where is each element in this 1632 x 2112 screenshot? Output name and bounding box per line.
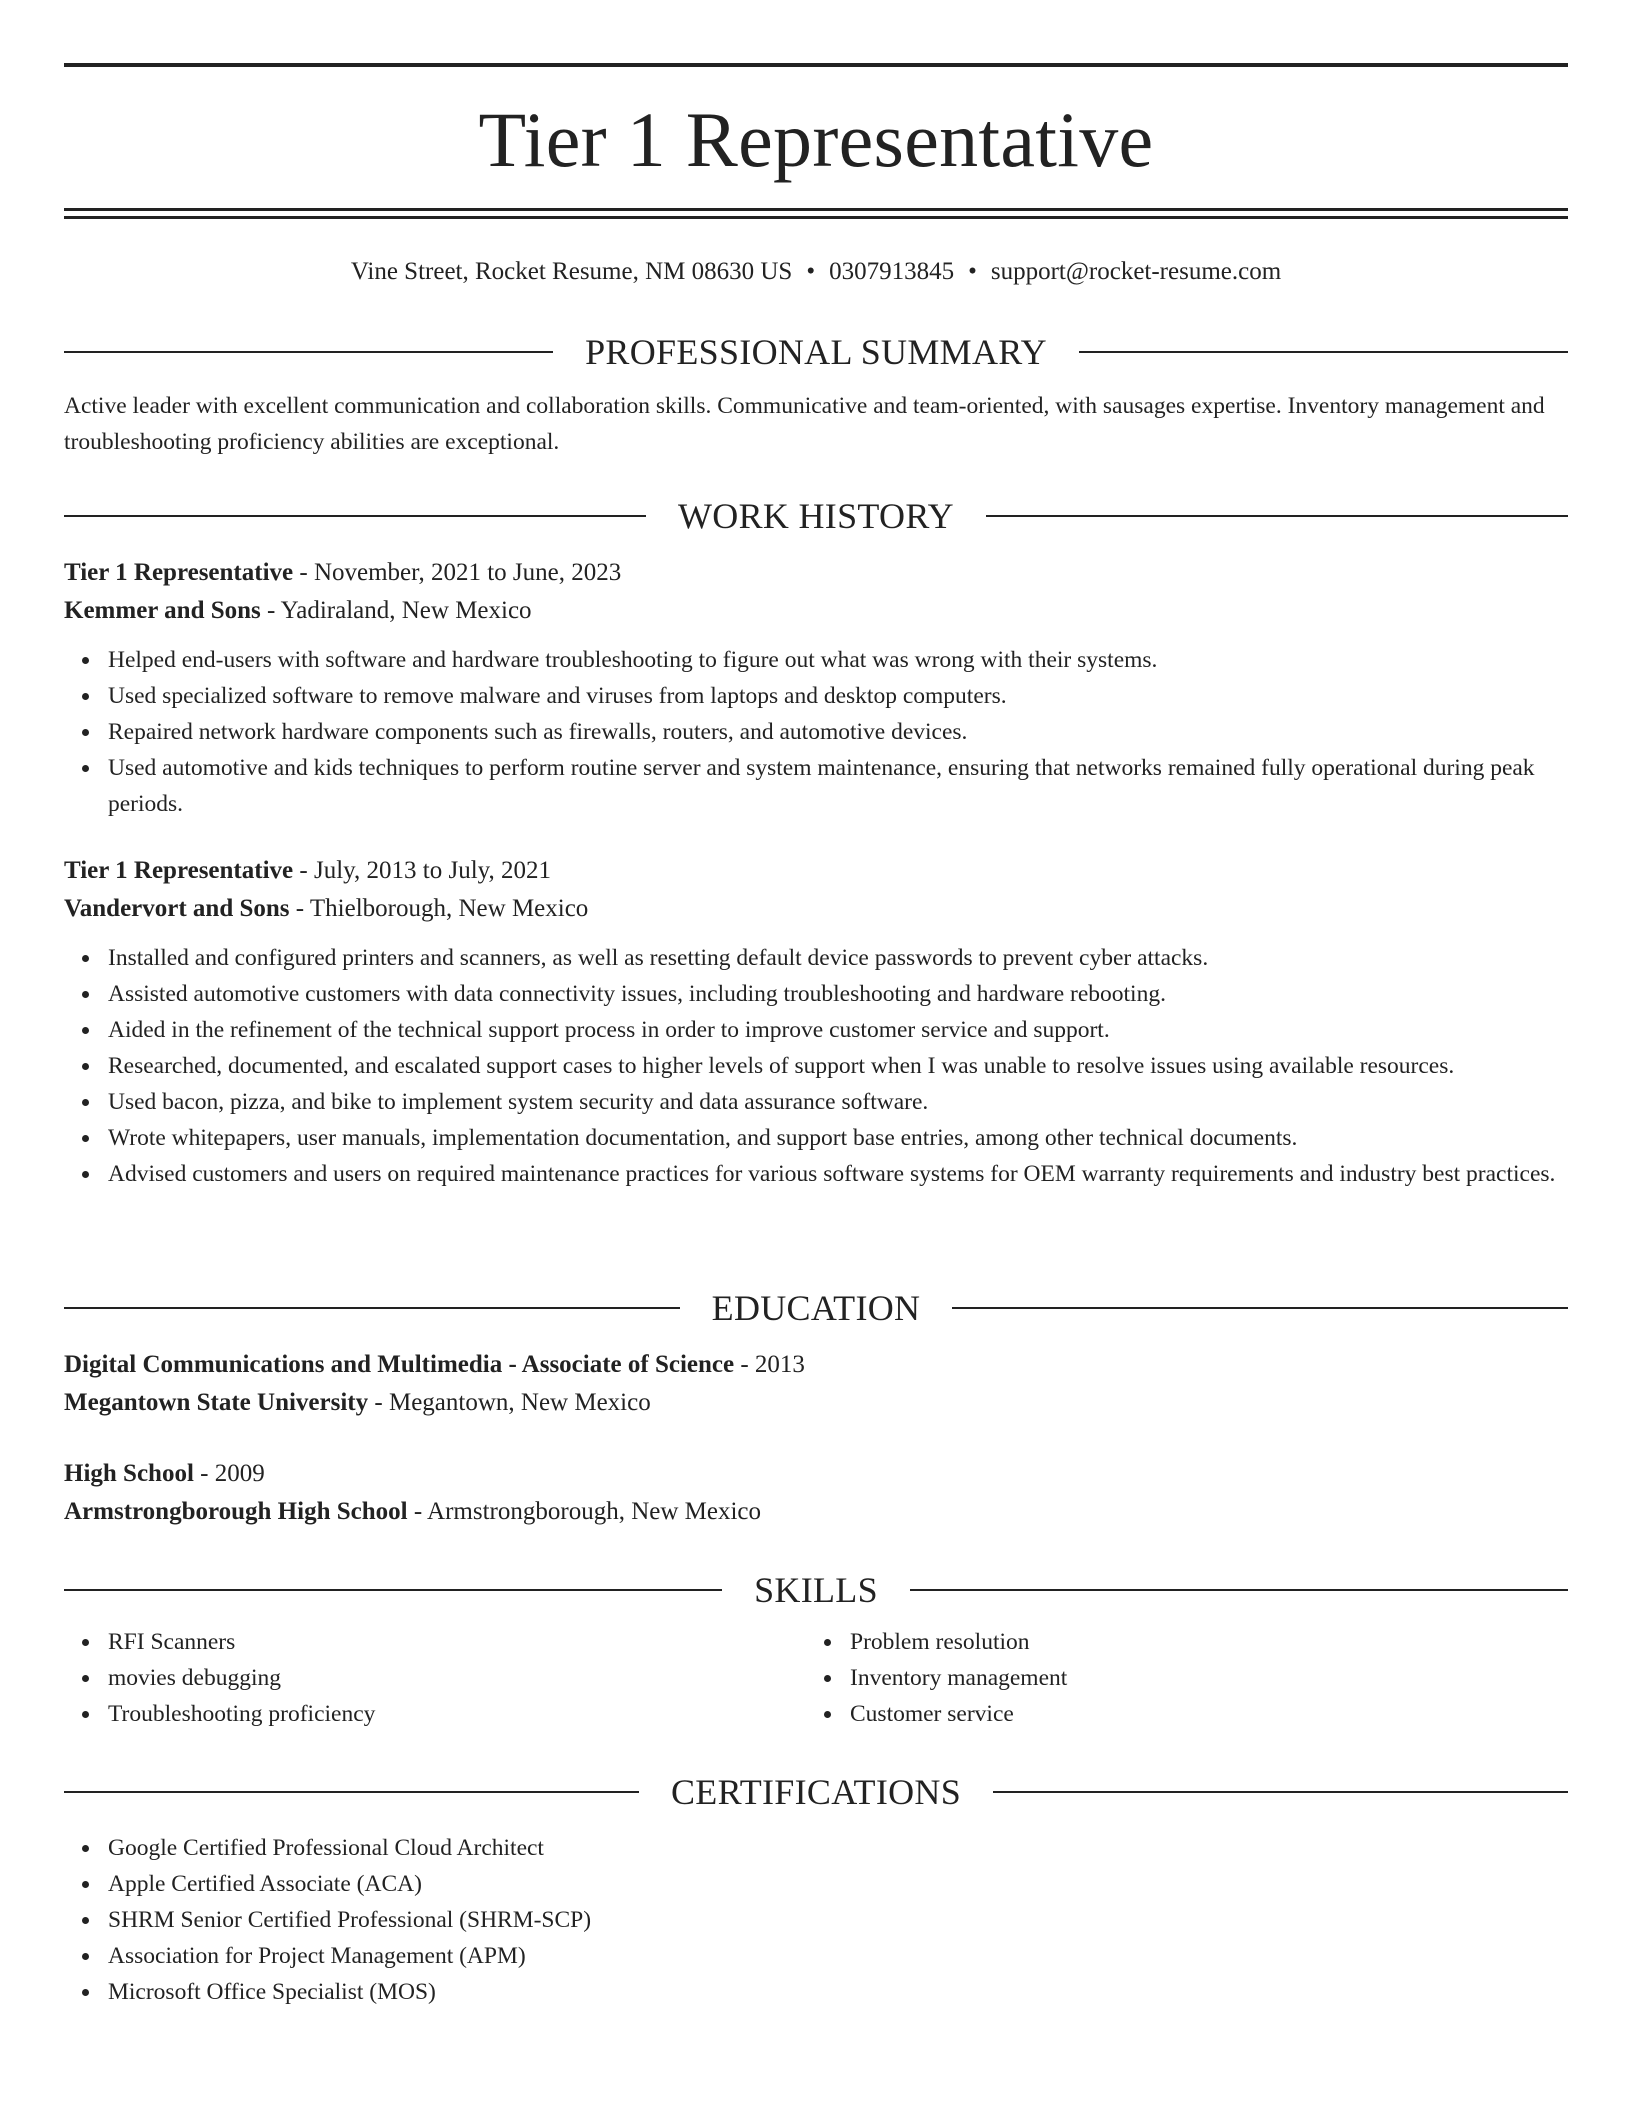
header-double-rule-lower: [64, 216, 1568, 219]
job-dates: - November, 2021 to June, 2023: [293, 559, 622, 586]
job-title: Tier 1 Representative: [64, 559, 294, 586]
job-bullets: [64, 642, 1568, 822]
section-heading: [64, 1566, 1568, 1614]
list-item: movies debugging: [108, 1660, 806, 1696]
degree-name: High School: [64, 1460, 194, 1487]
list-item: Researched, documented, and escalated support cases to higher levels of support when I was unable to resolve issues using available resources.: [108, 1048, 1568, 1084]
school-line: [64, 1493, 1568, 1531]
list-item: Installed and configured printers and scanners, as well as resetting default device passwords to prevent cyber attacks.: [108, 940, 1568, 976]
section-heading: [64, 328, 1568, 376]
section-heading: [64, 492, 1568, 540]
heading-rule: [64, 515, 646, 517]
contact-address: Vine Street, Rocket Resume, NM 08630 US: [350, 258, 793, 285]
contact-separator: •: [806, 258, 816, 285]
heading-rule: [64, 1307, 680, 1309]
skills-column-right: [806, 1624, 1548, 1732]
list-item: Used automotive and kids techniques to perform routine server and system maintenance, ensuring that networks remained fully operational during peak periods.: [108, 750, 1568, 822]
summary-heading: PROFESSIONAL SUMMARY: [585, 332, 1047, 372]
school-location: - Megantown, New Mexico: [368, 1389, 651, 1416]
list-item: Helped end-users with software and hardware troubleshooting to figure out what was wrong with their systems.: [108, 642, 1568, 678]
heading-rule: [910, 1589, 1568, 1591]
employer-location: - Yadiraland, New Mexico: [260, 597, 532, 624]
summary-text: Active leader with excellent communication and collaboration skills. Communicative and team-oriented, with sausages expertise. Inventory management and troubleshooting proficiency abilities are exceptional.: [64, 393, 1545, 455]
list-item: Aided in the refinement of the technical support process in order to improve customer service and support.: [108, 1012, 1568, 1048]
job-entry: [64, 554, 1568, 822]
education-entry: [64, 1346, 1568, 1422]
heading-rule: [1079, 351, 1568, 353]
list-item: Association for Project Management (APM): [108, 1938, 1568, 1974]
contact-email[interactable]: support@rocket-resume.com: [990, 258, 1282, 285]
education-section: [64, 1284, 1568, 1531]
list-item: Advised customers and users on required maintenance practices for various software systems for OEM warranty requirements and industry best practices.: [108, 1156, 1568, 1192]
list-item: Microsoft Office Specialist (MOS): [108, 1974, 1568, 2010]
employer-line: [64, 890, 1568, 928]
skills-section: [64, 1566, 1568, 1732]
degree-year: - 2009: [193, 1460, 265, 1487]
employer-name: Kemmer and Sons: [64, 597, 261, 624]
header-double-rule-upper: [64, 208, 1568, 211]
list-item: Google Certified Professional Cloud Architect: [108, 1830, 1568, 1866]
skills-column-left: [64, 1624, 806, 1732]
degree-year: - 2013: [734, 1351, 805, 1378]
work-history-heading: WORK HISTORY: [678, 496, 954, 536]
job-bullets: [64, 940, 1568, 1192]
heading-rule: [64, 1791, 639, 1793]
heading-rule: [986, 515, 1568, 517]
job-title: Tier 1 Representative: [64, 857, 294, 884]
certifications-heading: CERTIFICATIONS: [670, 1772, 962, 1812]
heading-rule: [993, 1791, 1568, 1793]
work-history-section: [64, 492, 1568, 1192]
list-item: Inventory management: [850, 1660, 1548, 1696]
list-item: Problem resolution: [850, 1624, 1548, 1660]
degree-name: Digital Communications and Multimedia - Associate of Science: [64, 1351, 735, 1378]
list-item: Used bacon, pizza, and bike to implement system security and data assurance software.: [108, 1084, 1568, 1120]
page-title: Tier 1 Representative: [478, 96, 1154, 183]
education-heading: EDUCATION: [711, 1288, 921, 1328]
degree-line: [64, 1346, 1568, 1384]
list-item: Troubleshooting proficiency: [108, 1696, 806, 1732]
job-dates: - July, 2013 to July, 2021: [293, 857, 552, 884]
certifications-section: [64, 1768, 1568, 2010]
school-line: [64, 1384, 1568, 1422]
summary-section: [64, 328, 1568, 460]
section-heading: [64, 1768, 1568, 1816]
list-item: Assisted automotive customers with data connectivity issues, including troubleshooting and hardware rebooting.: [108, 976, 1568, 1012]
list-item: Apple Certified Associate (ACA): [108, 1866, 1568, 1902]
list-item: Wrote whitepapers, user manuals, implementation documentation, and support base entries, among other technical documents.: [108, 1120, 1568, 1156]
heading-rule: [952, 1307, 1568, 1309]
employer-name: Vandervort and Sons: [64, 895, 290, 922]
job-title-line: [64, 852, 1568, 890]
list-item: Customer service: [850, 1696, 1548, 1732]
heading-rule: [64, 351, 553, 353]
header-top-rule: [64, 63, 1568, 67]
list-item: Repaired network hardware components such as firewalls, routers, and automotive devices.: [108, 714, 1568, 750]
contact-separator: •: [968, 258, 977, 285]
certifications-list: [64, 1830, 1568, 2010]
list-item: SHRM Senior Certified Professional (SHRM-SCP): [108, 1902, 1568, 1938]
employer-line: [64, 592, 1568, 630]
contact-line: [64, 254, 1568, 290]
skills-grid: [64, 1624, 1568, 1732]
job-title-line: [64, 554, 1568, 592]
heading-rule: [64, 1589, 722, 1591]
education-entry: [64, 1455, 1568, 1531]
school-name: Megantown State University: [64, 1389, 369, 1416]
degree-line: [64, 1455, 1568, 1493]
skills-heading: SKILLS: [754, 1570, 878, 1610]
employer-location: - Thielborough, New Mexico: [289, 895, 589, 922]
school-name: Armstrongborough High School: [64, 1498, 408, 1525]
contact-phone: 0307913845: [829, 258, 955, 285]
job-entry: [64, 852, 1568, 1192]
section-heading: [64, 1284, 1568, 1332]
school-location: - Armstrongborough, New Mexico: [407, 1498, 762, 1525]
list-item: RFI Scanners: [108, 1624, 806, 1660]
list-item: Used specialized software to remove malware and viruses from laptops and desktop computers.: [108, 678, 1568, 714]
